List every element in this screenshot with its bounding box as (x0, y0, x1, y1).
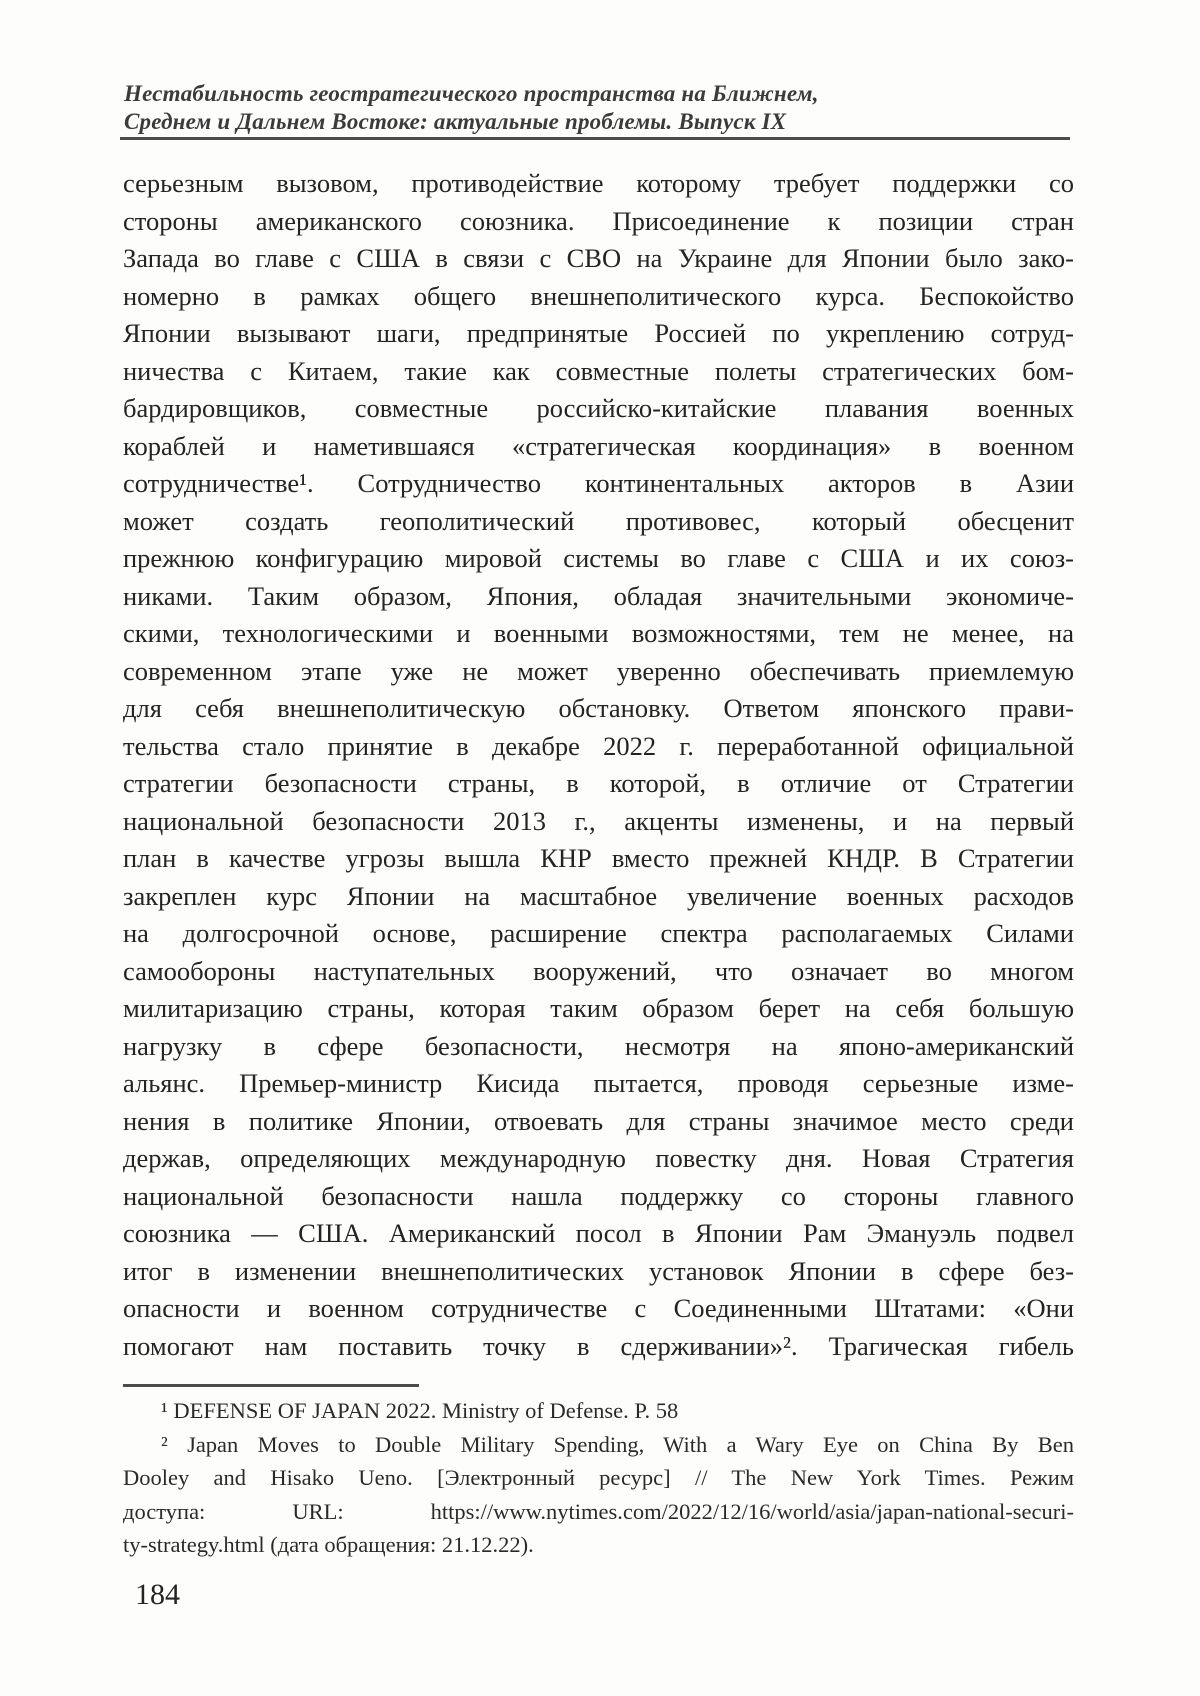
body-line: нения в политике Японии, отвоевать для страны значимое место среди (123, 1105, 1074, 1136)
body-line: номерно в рамках общего внешнеполитического курса. Беспокойство (123, 280, 1074, 311)
body-line: Японии вызывают шаги, предпринятые Россией по укреплению сотруд- (123, 318, 1074, 348)
body-line: скими, технологическими и военными возможностями, тем не менее, на (123, 618, 1074, 648)
body-line: держав, определяющих международную повестку дня. Новая Стратегия (123, 1143, 1074, 1173)
body-line: для себя внешнеполитическую обстановку. Ответом японского прави- (123, 693, 1074, 723)
body-line: помогают нам поставить точку в сдерживании»². Трагическая гибель (123, 1330, 1074, 1361)
body-line: самообороны наступательных вооружений, что означает во многом (123, 955, 1074, 986)
body-line: национальной безопасности нашла поддержку со стороны главного (123, 1180, 1074, 1211)
body-line: нагрузку в сфере безопасности, несмотря на японо-американский (123, 1030, 1074, 1061)
body-line: бардировщиков, совместные российско-китайские плавания военных (123, 393, 1074, 423)
running-header-line-1: Нестабильность геостратегического пространства на Ближнем, (124, 81, 819, 106)
body-line: альянс. Премьер-министр Кисида пытается, проводя серьезные изме- (123, 1068, 1074, 1098)
body-line: стороны американского союзника. Присоединение к позиции стран (123, 205, 1074, 236)
footnote-1-line: ¹ DEFENSE OF JAPAN 2022. Ministry of Defense. P. 58 (161, 1398, 679, 1423)
body-line: никами. Таким образом, Япония, обладая значительными экономиче- (123, 580, 1074, 611)
body-line: закреплен курс Японии на масштабное увеличение военных расходов (123, 880, 1074, 911)
body-line: ничества с Китаем, такие как совместные полеты стратегических бом- (123, 355, 1074, 386)
body-line: на долгосрочной основе, расширение спектра располагаемых Силами (123, 918, 1074, 948)
body-line: опасности и военном сотрудничестве с Соединенными Штатами: «Они (123, 1293, 1074, 1323)
footnote-2-line: ² Japan Moves to Double Military Spending, With a Wary Eye on China By Ben (161, 1431, 1074, 1457)
body-paragraph (123, 165, 1074, 1365)
body-line: серьезным вызовом, противодействие которому требует поддержки со (123, 168, 1074, 198)
body-line: Запада во главе с США в связи с СВО на Украине для Японии было зако- (123, 243, 1074, 273)
running-header (124, 80, 1074, 135)
body-line: прежнюю конфигурацию мировой системы во главе с США и их союз- (123, 543, 1074, 573)
body-line: сотрудничестве¹. Сотрудничество континентальных акторов в Азии (123, 468, 1074, 498)
footnotes (123, 1394, 1074, 1562)
body-line: итог в изменении внешнеполитических установок Японии в сфере без- (123, 1255, 1074, 1286)
body-line: современном этапе уже не может уверенно обеспечивать приемлемую (123, 655, 1074, 686)
page-number: 184 (135, 1578, 180, 1611)
footnote-2-line: Dooley and Hisako Ueno. [Электронный ресурс] // The New York Times. Режим (123, 1465, 1074, 1490)
body-line: милитаризацию страны, которая таким образом берет на себя большую (123, 993, 1074, 1023)
footnote-2-line: доступа: URL: https://www.nytimes.com/2022/12/16/world/asia/japan-national-securi- (123, 1498, 1074, 1524)
running-header-line-2: Среднем и Дальнем Востоке: актуальные проблемы. Выпуск IX (124, 108, 787, 134)
body-line: тельства стало принятие в декабре 2022 г. переработанной официальной (123, 730, 1074, 761)
footnote-2-line: ty-strategy.html (дата обращения: 21.12.22). (123, 1532, 534, 1557)
body-line: стратегии безопасности страны, в которой, в отличие от Стратегии (123, 768, 1074, 798)
body-line: союзника — США. Американский посол в Японии Рам Эмануэль подвел (123, 1218, 1074, 1248)
body-line: может создать геополитический противовес, который обесценит (123, 505, 1074, 536)
footnote-separator-rule (123, 1384, 419, 1387)
body-line: кораблей и наметившаяся «стратегическая координация» в военном (123, 430, 1074, 461)
body-line: план в качестве угрозы вышла КНР вместо прежней КНДР. В Стратегии (123, 843, 1074, 873)
body-line: национальной безопасности 2013 г., акценты изменены, и на первый (123, 805, 1074, 836)
header-rule (120, 137, 1070, 140)
